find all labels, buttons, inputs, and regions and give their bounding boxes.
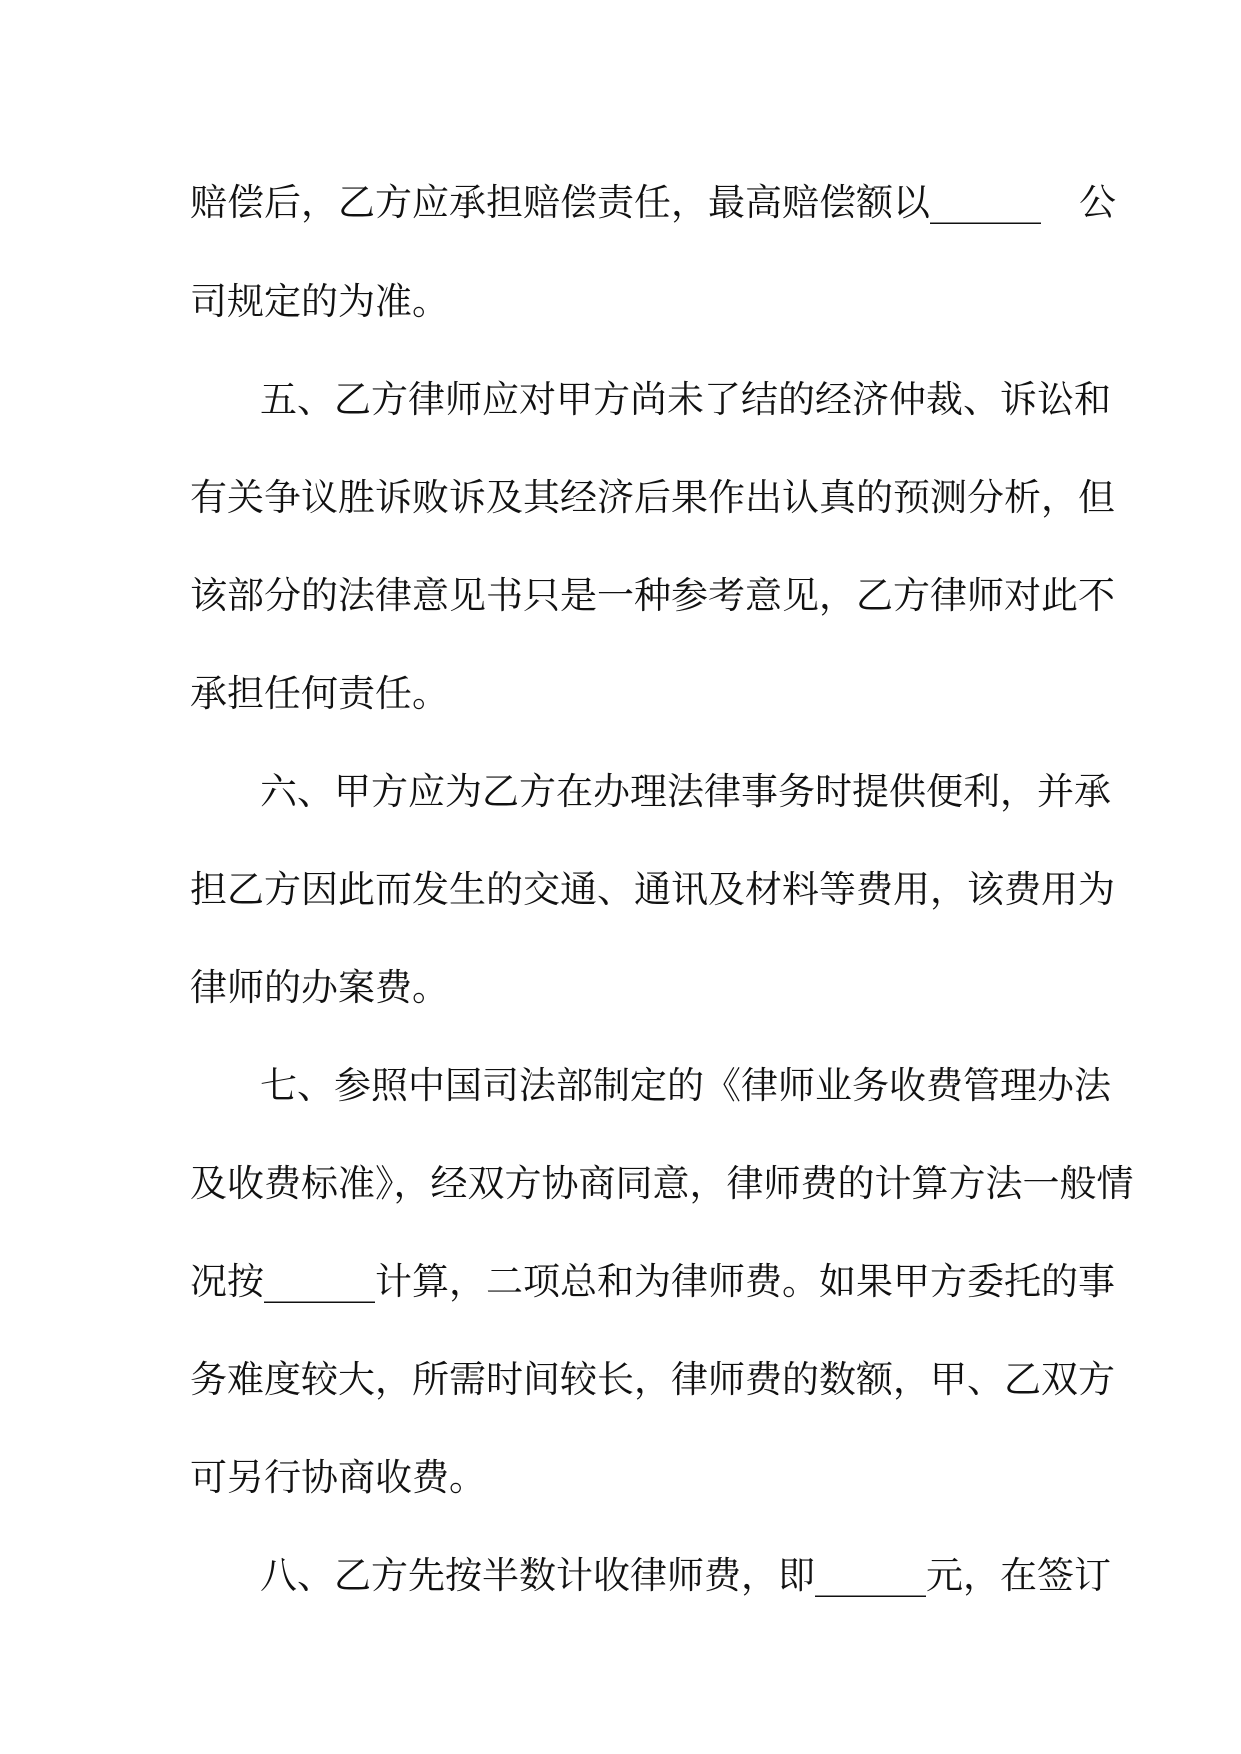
clause-5-heading-line: 五、乙方律师应对甲方尚未了结的经济仲裁、诉讼和 bbox=[260, 378, 1111, 421]
text-line-4: 有关争议胜诉败诉及其经济后果作出认真的预测分析，但 bbox=[190, 476, 1115, 519]
clause-8-heading-line: 八、乙方先按半数计收律师费，即______元，在签订 bbox=[260, 1554, 1111, 1597]
text-line-2: 司规定的为准。 bbox=[190, 280, 449, 323]
text-line-8: 担乙方因此而发生的交通、通讯及材料等费用，该费用为 bbox=[190, 868, 1115, 911]
text-line-1 bbox=[190, 181, 1116, 225]
text-line-9: 律师的办案费。 bbox=[190, 966, 449, 1009]
text-line-12: 况按______计算，二项总和为律师费。如果甲方委托的事 bbox=[190, 1260, 1115, 1303]
text-line-14: 可另行协商收费。 bbox=[190, 1456, 486, 1499]
text-line-13: 务难度较大，所需时间较长，律师费的数额，甲、乙双方 bbox=[190, 1358, 1115, 1401]
text-line-6: 承担任何责任。 bbox=[190, 672, 449, 715]
text-line-5: 该部分的法律意见书只是一种参考意见，乙方律师对此不 bbox=[190, 574, 1115, 617]
clause-7-heading-line: 七、参照中国司法部制定的《律师业务收费管理办法 bbox=[260, 1064, 1111, 1107]
text-line-11: 及收费标准》，经双方协商同意，律师费的计算方法一般情 bbox=[190, 1162, 1134, 1205]
text-line-1-main: 赔偿后，乙方应承担赔偿责任，最高赔偿额以______ bbox=[190, 181, 1041, 224]
clause-6-heading-line: 六、甲方应为乙方在办理法律事务时提供便利，并承 bbox=[260, 770, 1111, 813]
text-line-1-tail: 公 bbox=[1079, 181, 1116, 224]
